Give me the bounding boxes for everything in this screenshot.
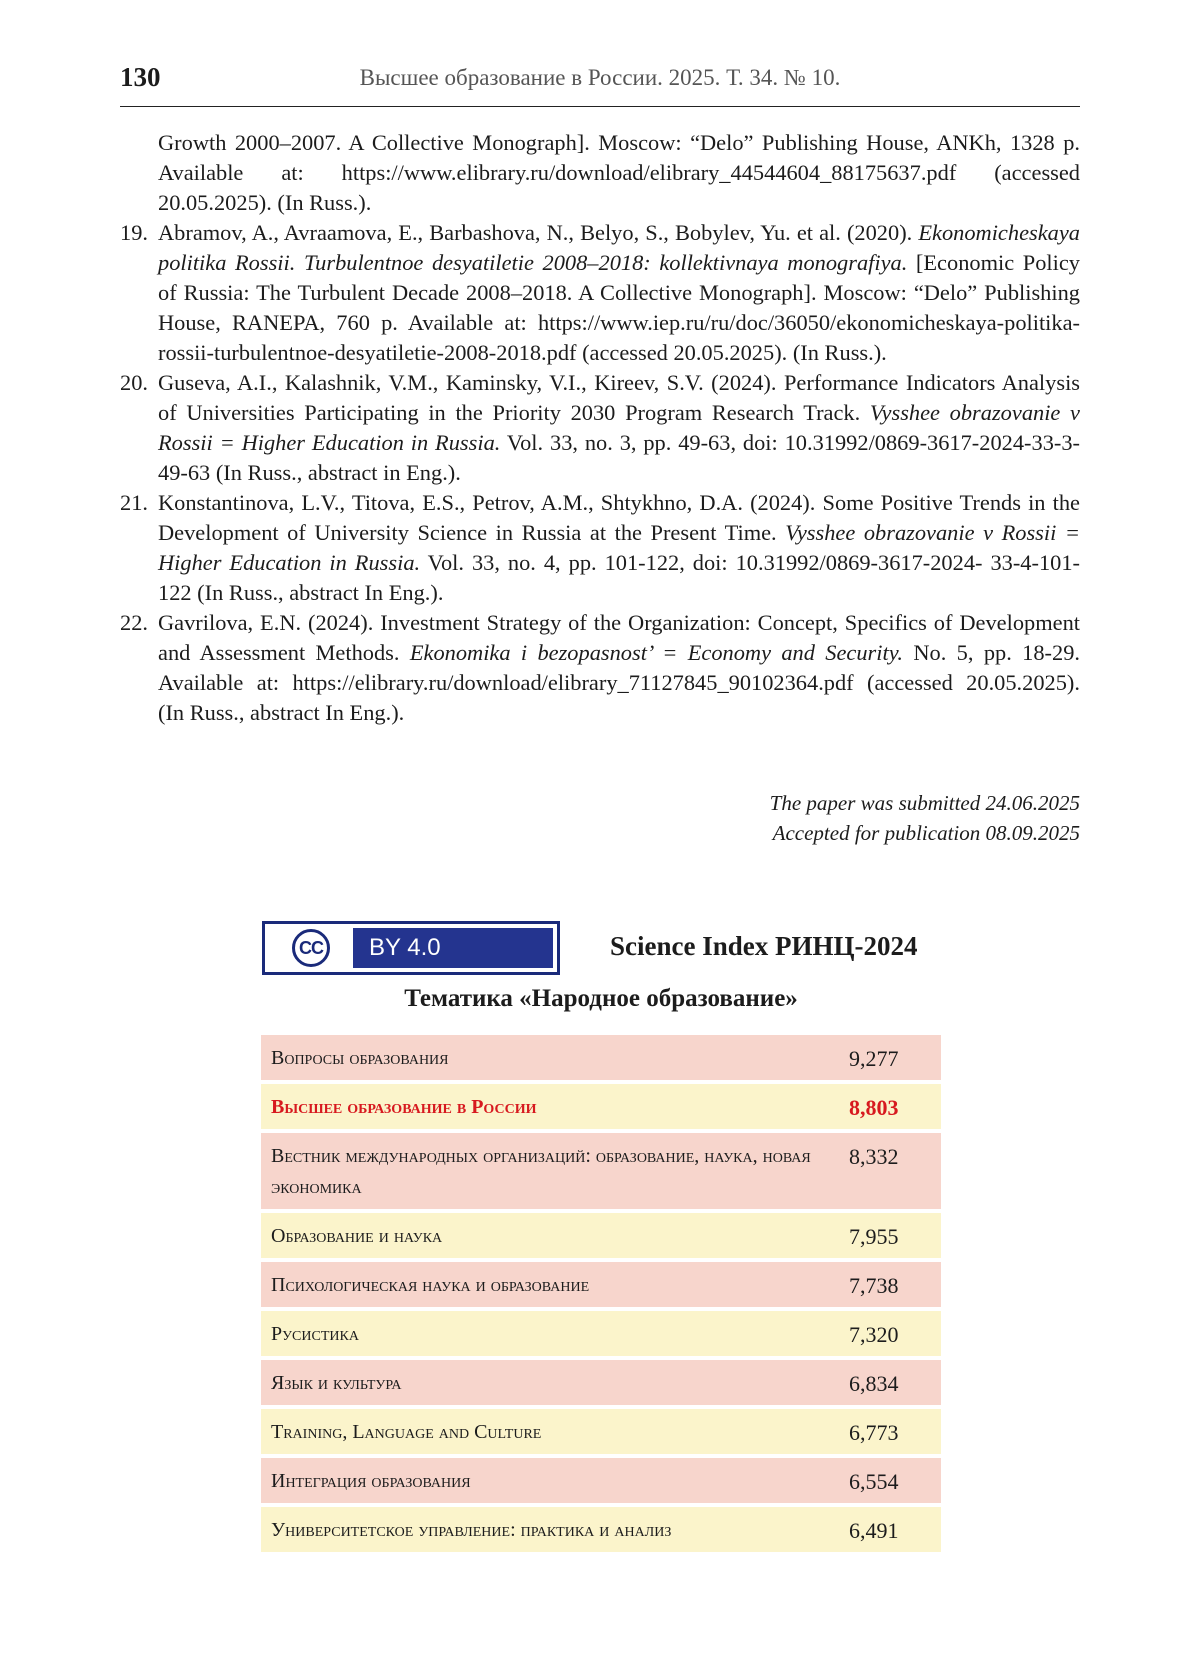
journal-score: 7,738 [849,1273,899,1298]
table-row [261,1133,941,1209]
cc-license-badge [262,921,560,975]
reference-item [120,608,1080,728]
reference-source-title: Vysshee obrazovanie v Rossii = Higher Education in Russia. [158,400,1080,455]
reference-authors: Guseva, A.I., Kalashnik, V.M., Kaminsky, V.I., Kireev, S.V. (2024). Performance Indicators Analysis of Universities Participating in the Priority 2030 Program Research Track. [158,370,1080,425]
reference-source-title: Vysshee obrazovanie v Rossii = Higher Education in Russia. [158,520,1080,575]
table-row [261,1262,941,1307]
reference-item [120,218,1080,368]
reference-details: Vol. 33, no. 4, pp. 101-122, doi: 10.31992/0869-3617-2024- 33-4-101-122 (In Russ., abstract In Eng.). [158,550,1080,605]
journal-name: Язык и культура [271,1372,402,1394]
table-row [261,1507,941,1552]
accepted-date: Accepted for publication 08.09.2025 [772,821,1080,845]
table-row [261,1213,941,1258]
table-row [261,1409,941,1454]
journal-name: Вопросы образования [271,1047,449,1069]
journal-score: 8,803 [849,1095,899,1120]
submitted-date: The paper was submitted 24.06.2025 [769,791,1080,815]
reference-list [120,128,1080,728]
topic-title: Тематика «Народное образование» [404,985,798,1012]
cc-logo [269,928,353,968]
reference-details: [Economic Policy of Russia: The Turbulent Decade 2008–2018. A Collective Monograph]. Moscow: “Delo” Publishing House, RANEPA, 760 p. Available at: https://www.iep.ru/ru/doc/36050/ekonomicheskaya-politika-rossii-turbulentnoe-desyatiletie-2008-2018.pdf (accessed 20.05.2025). (In Russ.). [158,250,1080,365]
cc-license-version: BY 4.0 [369,934,441,961]
reference-authors: Abramov, A., Avraamova, E., Barbashova, N., Belyo, S., Bobylev, Yu. et al. (2020). [158,220,919,245]
reference-number: 19. [120,220,148,245]
journal-name: Русистика [271,1323,359,1345]
journal-score: 6,554 [849,1469,899,1494]
journal-name: Вестник международных организаций: образование, наука, новая экономика [271,1145,811,1198]
journal-name: Training, Language and Culture [271,1421,542,1443]
reference-number: 21. [120,490,148,515]
journal-name: Высшее образование в России [271,1096,537,1118]
table-row [261,1035,941,1080]
reference-authors: Gavrilova, E.N. (2024). Investment Strategy of the Organization: Concept, Specifics of Development and Assessment Methods. [158,610,1080,665]
journal-score: 8,332 [849,1144,899,1169]
table-row [261,1360,941,1405]
reference-authors: Konstantinova, L.V., Titova, E.S., Petrov, A.M., Shtykhno, D.A. (2024). Some Positive Trends in the Development of University Science in Russia at the Present Time. [158,490,1080,545]
journal-name: Университетское управление: практика и анализ [271,1519,672,1541]
page-number: 130 [120,62,161,92]
journal-score: 7,955 [849,1224,899,1249]
running-title: Высшее образование в России. 2025. Т. 34. № 10. [359,65,841,90]
reference-item [120,488,1080,608]
journal-ranking-table [261,1035,941,1556]
journal-name: Образование и наука [271,1225,443,1247]
journal-score: 6,491 [849,1518,899,1543]
reference-item [120,128,1080,218]
reference-source-title: Ekonomicheskaya politika Rossii. Turbulentnoe desyatiletie 2008–2018: kollektivnaya monografiya. [158,220,1080,275]
table-row [261,1458,941,1503]
creative-commons-icon: CC [292,929,330,967]
reference-details: No. 5, pp. 18-29. Available at: https://elibrary.ru/download/elibrary_71127845_90102364.pdf (accessed 20.05.2025). (In Russ., abstract In Eng.). [158,640,1080,725]
page-header [120,62,1080,107]
table-row [261,1311,941,1356]
reference-number: 22. [120,610,148,635]
reference-source-title: Ekonomika i bezopasnost’ = Economy and Security. [409,640,904,665]
cc-badge-inner [269,928,553,968]
table-row [261,1084,941,1129]
journal-score: 7,320 [849,1322,899,1347]
reference-number: 20. [120,370,148,395]
journal-score: 6,834 [849,1371,899,1396]
reference-text: Growth 2000–2007. A Collective Monograph]. Moscow: “Delo” Publishing House, ANKh, 1328 p. Available at: https://www.elibrary.ru/download/elibrary_44544604_88175637.pdf (accessed 20.05.2025). (In Russ.). [158,130,1080,215]
submission-dates [770,788,1080,848]
science-index-title: Science Index РИНЦ-2024 [610,931,918,961]
reference-item [120,368,1080,488]
journal-name: Психологическая наука и образование [271,1274,590,1296]
journal-score: 9,277 [849,1046,899,1071]
journal-name: Интеграция образования [271,1470,471,1492]
reference-details: Vol. 33, no. 3, pp. 49-63, doi: 10.31992/0869-3617-2024-33-3-49-63 (In Russ., abstract in Eng.). [158,430,1080,485]
journal-score: 6,773 [849,1420,899,1445]
